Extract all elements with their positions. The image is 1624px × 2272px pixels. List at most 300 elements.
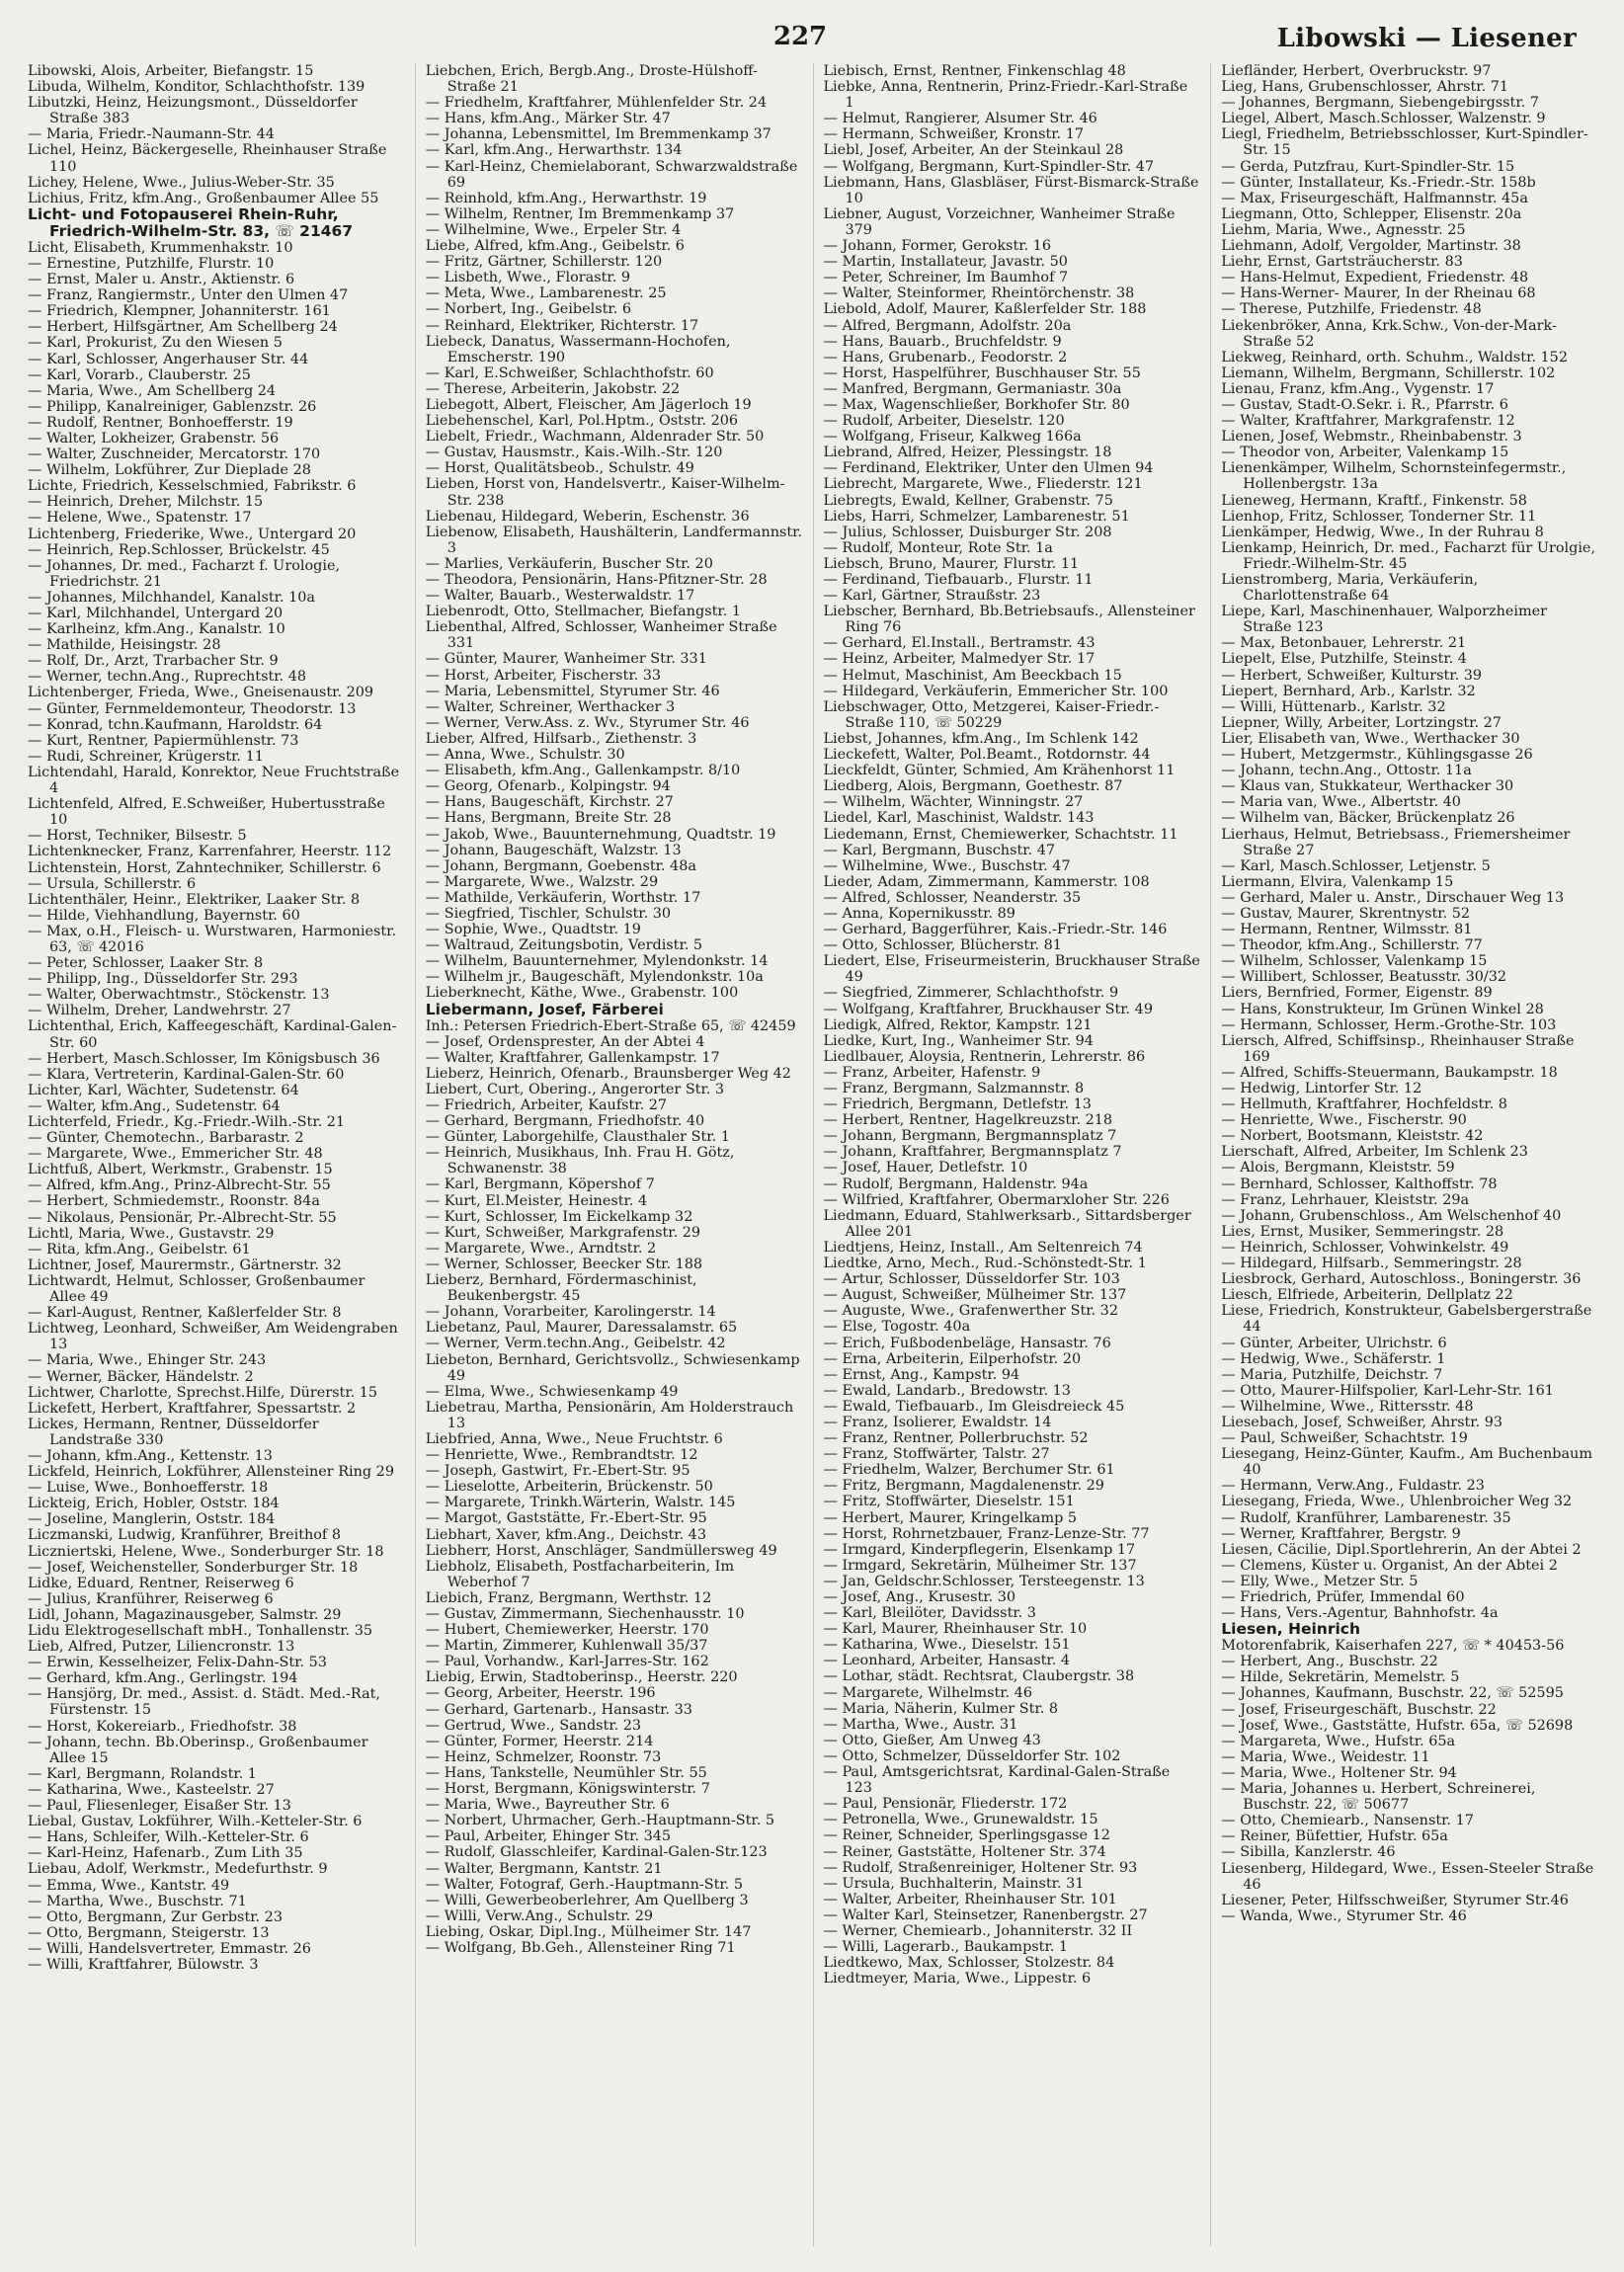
directory-entry: — Franz, Lehrhauer, Kleiststr. 29a: [1221, 1191, 1470, 1208]
directory-entry: — Ernestine, Putzhilfe, Flurstr. 10: [28, 255, 275, 272]
directory-entry: — Josef, Wwe., Gaststätte, Hufstr. 65a, ☏ 52698: [1221, 1717, 1574, 1734]
directory-entry: — August, Schweißer, Mülheimer Str. 137: [823, 1287, 1127, 1304]
directory-entry: Liefländer, Herbert, Overbruckstr. 97: [1221, 63, 1492, 79]
directory-entry: — Siegfried, Zimmerer, Schlachthofstr. 9: [823, 985, 1119, 1002]
directory-entry: — Margarete, Wilhelmstr. 46: [823, 1684, 1032, 1701]
directory-entry: Lichius, Fritz, kfm.Ang., Großenbaumer Allee 55: [28, 190, 379, 206]
directory-entry: Liedlbauer, Aloysia, Rentnerin, Lehrerstr. 86: [823, 1048, 1146, 1065]
directory-entry: Lieben, Horst von, Handelsvertr., Kaiser-Wilhelm-Str. 238: [425, 476, 785, 509]
directory-entry: — Otto, Schmelzer, Düsseldorfer Str. 102: [823, 1747, 1121, 1764]
directory-entry: — Walter, Lokheizer, Grabenstr. 56: [28, 430, 280, 446]
column-2: [426, 63, 803, 2246]
directory-entry: — Paul, Arbeiter, Ehinger Str. 345: [425, 1828, 672, 1845]
directory-entry: — Clemens, Küster u. Organist, An der Abtei 2: [1221, 1557, 1558, 1574]
directory-entry: — Johann, techn.Ang., Ottostr. 11a: [1221, 763, 1472, 779]
directory-entry: — Peter, Schreiner, Im Baumhof 7: [823, 270, 1069, 286]
directory-entry: — Herbert, Rentner, Hagelkreuzstr. 218: [823, 1112, 1113, 1129]
directory-entry: Lierschaft, Alfred, Arbeiter, Im Schlenk 23: [1221, 1144, 1528, 1161]
directory-entry: — Julius, Kranführer, Reiserweg 6: [28, 1590, 274, 1607]
directory-entry: — Jakob, Wwe., Bauunternehmung, Quadtstr. 19: [425, 826, 776, 843]
directory-entry: Liebeck, Danatus, Wassermann-Hochofen, Emscherstr. 190: [425, 333, 731, 365]
directory-entry: — Rudolf, Monteur, Rote Str. 1a: [823, 539, 1053, 556]
directory-entry: Liebetrau, Martha, Pensionärin, Am Holderstrauch 13: [425, 1399, 794, 1431]
directory-entry: — Hellmuth, Kraftfahrer, Hochfeldstr. 8: [1221, 1096, 1507, 1113]
directory-entry: — Herbert, Ang., Buschstr. 22: [1221, 1654, 1438, 1670]
directory-entry: Liegmann, Otto, Schlepper, Elisenstr. 20a: [1221, 205, 1522, 222]
directory-entry: — Hubert, Chemiewerker, Heerstr. 170: [425, 1622, 709, 1639]
directory-entry: — Hans-Werner- Maurer, In der Rheinau 68: [1221, 285, 1536, 302]
directory-entry: — Fritz, Stoffwärter, Dieselstr. 151: [823, 1494, 1075, 1510]
directory-entry: — Willi, Lagerarb., Baukampstr. 1: [823, 1939, 1069, 1956]
directory-entry: — Maria, Lebensmittel, Styrumer Str. 46: [425, 683, 720, 699]
directory-entry: Liesegang, Frieda, Wwe., Uhlenbroicher Weg 32: [1221, 1494, 1573, 1510]
directory-entry: Lichterfeld, Friedr., Kg.-Friedr.-Wilh.-Str. 21: [28, 1114, 346, 1130]
directory-entry: Lichter, Karl, Wächter, Sudetenstr. 64: [28, 1082, 299, 1098]
directory-entry: Liebchen, Erich, Bergb.Ang., Droste-Hülshoff-Straße 21: [425, 63, 758, 96]
directory-entry: — Otto, Maurer-Hilfspolier, Karl-Lehr-Str. 161: [1221, 1382, 1554, 1399]
directory-entry: — Gerda, Putzfrau, Kurt-Spindler-Str. 15: [1221, 158, 1515, 175]
directory-entry: — Friedhelm, Kraftfahrer, Mühlenfelder Str. 24: [425, 95, 768, 112]
directory-entry: — Johann, Bergmann, Bergmannsplatz 7: [823, 1128, 1117, 1145]
directory-entry: — Katharina, Wwe., Kasteelstr. 27: [28, 1781, 275, 1798]
directory-entry: — Martin, Installateur, Javastr. 50: [823, 254, 1068, 271]
directory-entry: — Peter, Schlosser, Laaker Str. 8: [28, 955, 264, 972]
directory-entry: — Otto, Gießer, Am Unweg 43: [823, 1732, 1041, 1748]
directory-entry: — Wilhelm van, Bäcker, Brückenplatz 26: [1221, 810, 1515, 827]
directory-entry: — Philipp, Ing., Düsseldorfer Str. 293: [28, 971, 298, 988]
directory-entry: — Klara, Vertreterin, Kardinal-Galen-Str. 60: [28, 1066, 345, 1083]
directory-entry: Liebold, Adolf, Maurer, Kaßlerfelder Str. 188: [823, 301, 1147, 318]
page-number: 227: [772, 22, 828, 51]
directory-entry: — Josef, Ang., Krusestr. 30: [823, 1589, 1016, 1605]
directory-entry: Lichtenthäler, Heinr., Elektriker, Laaker Str. 8: [28, 891, 361, 908]
directory-entry: — Horst, Haspelführer, Buschhauser Str. 55: [823, 365, 1141, 381]
directory-entry: — Willi, Gewerbeoberlehrer, Am Quellberg 3: [425, 1892, 749, 1908]
directory-entry: — Karl, E.Schweißer, Schlachthofstr. 60: [425, 365, 714, 381]
directory-entry: — Lisbeth, Wwe., Florastr. 9: [425, 270, 631, 286]
directory-entry: — Elisabeth, kfm.Ang., Gallenkampstr. 8/10: [425, 763, 741, 779]
directory-entry: — Hans, Schleifer, Wilh.-Ketteler-Str. 6: [28, 1829, 309, 1846]
directory-entry: — Kurt, Rentner, Papiermühlenstr. 73: [28, 732, 299, 749]
directory-entry: — Ferdinand, Elektriker, Unter den Ulmen 94: [823, 460, 1154, 477]
directory-entry: — Günter, Installateur, Ks.-Friedr.-Str. 158b: [1221, 174, 1536, 191]
directory-entry: — Maria, Wwe., Weidestr. 11: [1221, 1748, 1430, 1765]
directory-entry: — Martin, Zimmerer, Kuhlenwall 35/37: [425, 1638, 708, 1655]
directory-entry: — Walter, Kraftfahrer, Gallenkampstr. 17: [425, 1049, 720, 1066]
directory-entry: — Hans, kfm.Ang., Märker Str. 47: [425, 111, 671, 127]
directory-entry: — Klaus van, Stukkateur, Werthacker 30: [1221, 778, 1514, 795]
directory-entry: Liepert, Bernhard, Arb., Karlstr. 32: [1221, 683, 1476, 699]
directory-entry: — Mathilde, Verkäuferin, Worthstr. 17: [425, 889, 701, 906]
directory-entry: Liesegang, Heinz-Günter, Kaufm., Am Buchenbaum 40: [1221, 1446, 1592, 1479]
directory-entry: — Wilhelmine, Wwe., Erpeler Str. 4: [425, 221, 682, 238]
directory-entry: — Hubert, Metzgermstr., Kühlingsgasse 26: [1221, 747, 1533, 764]
directory-entry: Lichtner, Josef, Maurermstr., Gärtnerstr. 32: [28, 1257, 342, 1273]
directory-entry: — Ursula, Buchhalterin, Mainstr. 31: [823, 1875, 1085, 1892]
directory-entry: Lichtenstein, Horst, Zahntechniker, Schillerstr. 6: [28, 859, 381, 876]
directory-entry: Lieg, Hans, Grubenschlosser, Ahrstr. 71: [1221, 79, 1509, 96]
running-head: Libowski — Liesener: [1276, 24, 1577, 53]
directory-entry: — Günter, Fernmeldemonteur, Theodorstr. 13: [28, 700, 357, 717]
directory-entry: — Hans, Tankstelle, Neumühler Str. 55: [425, 1764, 707, 1781]
directory-entry: — Auguste, Wwe., Grafenwerther Str. 32: [823, 1303, 1118, 1320]
directory-entry: — Walter, Zuschneider, Mercatorstr. 170: [28, 446, 321, 463]
directory-entry: — Karl, Bergmann, Buschstr. 47: [823, 842, 1056, 858]
directory-entry: — Mathilde, Heisingstr. 28: [28, 637, 221, 654]
directory-entry: — Willi, Handelsvertreter, Emmastr. 26: [28, 1940, 311, 1957]
directory-entry: Liesbrock, Gerhard, Autoschloss., Boningerstr. 36: [1221, 1271, 1582, 1288]
directory-entry: — Maria, Johannes u. Herbert, Schreinerei, Buschstr. 22, ☏ 50677: [1221, 1781, 1536, 1814]
directory-entry: Liehm, Maria, Wwe., Agnesstr. 25: [1221, 221, 1466, 238]
directory-entry: Liesen, Cäcilie, Dipl.Sportlehrerin, An der Abtei 2: [1221, 1541, 1582, 1558]
directory-entry: — Kurt, Schweißer, Markgrafenstr. 29: [425, 1224, 701, 1241]
directory-entry: — Gerhard, El.Install., Bertramstr. 43: [823, 635, 1096, 652]
directory-entry: — Hedwig, Wwe., Schäferstr. 1: [1221, 1350, 1446, 1367]
directory-entry: — Wilhelm, Lokführer, Zur Dieplade 28: [28, 462, 311, 479]
directory-entry: Liebehenschel, Karl, Pol.Hptm., Oststr. 206: [425, 413, 739, 430]
directory-entry: Lichtenfeld, Alfred, E.Schweißer, Hubertusstraße 10: [28, 796, 385, 829]
directory-entry: — Heinrich, Rep.Schlosser, Brückelstr. 45: [28, 541, 330, 558]
directory-entry: — Henriette, Wwe., Rembrandtstr. 12: [425, 1447, 698, 1464]
directory-entry: — Herbert, Masch.Schlosser, Im Königsbusch 36: [28, 1050, 380, 1067]
directory-entry: — Walter Karl, Steinsetzer, Ranenbergstr. 27: [823, 1907, 1148, 1923]
directory-entry: — Horst, Kokereiarb., Friedhofstr. 38: [28, 1718, 297, 1735]
directory-entry: — Siegfried, Tischler, Schulstr. 30: [425, 905, 672, 922]
directory-entry: Liebner, August, Vorzeichner, Wanheimer Straße 379: [823, 205, 1176, 238]
directory-entry: — Reinhold, kfm.Ang., Herwarthstr. 19: [425, 190, 707, 206]
directory-entry: — Helmut, Maschinist, Am Beeckbach 15: [823, 667, 1122, 684]
directory-entry: — Johann, kfm.Ang., Kettenstr. 13: [28, 1447, 273, 1464]
directory-entry: — Franz, Arbeiter, Hafenstr. 9: [823, 1064, 1041, 1081]
directory-entry: — Ernst, Ang., Kampstr. 94: [823, 1366, 1020, 1383]
directory-entry: — Franz, Bergmann, Salzmannstr. 8: [823, 1081, 1085, 1096]
directory-entry: — Josef, Hauer, Detlefstr. 10: [823, 1160, 1028, 1177]
directory-entry: — Werner, techn.Ang., Ruprechtstr. 48: [28, 669, 307, 686]
directory-entry: — Margarete, Trinkh.Wärterin, Walstr. 145: [425, 1495, 736, 1511]
directory-entry: Lier, Elisabeth van, Wwe., Werthacker 30: [1221, 730, 1520, 747]
directory-entry: Liekenbröker, Anna, Krk.Schw., Von-der-Mark-Straße 52: [1221, 317, 1557, 350]
directory-entry: — Max, Wagenschließer, Borkhofer Str. 80: [823, 396, 1130, 413]
directory-entry: — Erwin, Kesselheizer, Felix-Dahn-Str. 53: [28, 1655, 327, 1671]
directory-entry: Liebs, Harri, Schmelzer, Lambarenestr. 51: [823, 508, 1130, 525]
directory-entry: — Hans-Helmut, Expedient, Friedenstr. 48: [1221, 270, 1529, 286]
directory-entry: — Heinrich, Schlosser, Vohwinkelstr. 49: [1221, 1239, 1509, 1256]
directory-entry: — Walter, Kraftfahrer, Markgrafenstr. 12: [1221, 413, 1515, 430]
directory-entry: Liehr, Ernst, Gartsträucherstr. 83: [1221, 254, 1463, 271]
directory-entry: Liedigk, Alfred, Rektor, Kampstr. 121: [823, 1016, 1093, 1033]
directory-entry: Liebrecht, Margarete, Wwe., Fliederstr. 121: [823, 476, 1143, 493]
directory-entry: Lichtenberg, Friederike, Wwe., Untergard 20: [28, 526, 357, 542]
directory-entry: Liegel, Albert, Masch.Schlosser, Walzenstr. 9: [1221, 111, 1546, 127]
directory-entry: — Hans, Bauarb., Bruchfeldstr. 9: [823, 333, 1062, 350]
directory-entry: — Paul, Schweißer, Schachtstr. 19: [1221, 1430, 1468, 1447]
directory-entry: — Franz, Isolierer, Ewaldstr. 14: [823, 1414, 1052, 1430]
directory-entry: — Max, Betonbauer, Lehrerstr. 21: [1221, 635, 1467, 652]
directory-entry: Lichtwer, Charlotte, Sprechst.Hilfe, Dürerstr. 15: [28, 1384, 378, 1401]
directory-entry: — Johann, Bergmann, Goebenstr. 48a: [425, 857, 696, 874]
directory-entry: — Heinz, Schmelzer, Roonstr. 73: [425, 1748, 662, 1765]
directory-entry: — Therese, Putzhilfe, Friedenstr. 48: [1221, 301, 1482, 318]
directory-entry: — Johannes, Dr. med., Facharzt f. Urologie, Friedrichstr. 21: [28, 557, 341, 590]
directory-entry: — Horst, Rohrnetzbauer, Franz-Lenze-Str. 77: [823, 1525, 1150, 1542]
directory-entry: — Johanna, Lebensmittel, Im Bremmenkamp 37: [425, 126, 771, 143]
directory-entry: Liedtjens, Heinz, Install., Am Seltenreich 74: [823, 1239, 1143, 1256]
directory-entry: Libuda, Wilhelm, Konditor, Schlachthofstr. 139: [28, 79, 365, 96]
directory-entry: — Johann, Former, Gerokstr. 16: [823, 238, 1051, 255]
directory-entry: — Karl, Vorarb., Clauberstr. 25: [28, 366, 251, 383]
directory-entry: Liegl, Friedhelm, Betriebsschlosser, Kurt-Spindler-Str. 15: [1221, 126, 1588, 159]
directory-entry: — Max, Friseurgeschäft, Halfmannstr. 45a: [1221, 190, 1528, 206]
directory-entry: — Gerhard, kfm.Ang., Gerlingstr. 194: [28, 1670, 298, 1687]
directory-entry: — Johann, Grubenschloss., Am Welschenhof 40: [1221, 1207, 1562, 1224]
directory-entry: — Wolfgang, Kraftfahrer, Bruckhauser Str. 49: [823, 1001, 1153, 1017]
directory-entry: Lieckefett, Walter, Pol.Beamt., Rotdornstr. 44: [823, 747, 1151, 764]
directory-entry: — Fritz, Bergmann, Magdalenenstr. 29: [823, 1478, 1104, 1495]
directory-entry: — Rita, kfm.Ang., Geibelstr. 61: [28, 1241, 251, 1258]
directory-entry: — Georg, Ofenarb., Kolpingstr. 94: [425, 778, 671, 795]
column-divider: [813, 63, 814, 2246]
directory-entry: — Franz, Stoffwärter, Talstr. 27: [823, 1446, 1050, 1463]
directory-entry: Liebrand, Alfred, Heizer, Plessingstr. 18: [823, 445, 1112, 461]
column-4: [1221, 63, 1598, 2246]
directory-entry: — Alois, Bergmann, Kleiststr. 59: [1221, 1160, 1455, 1177]
directory-entry: Liebfried, Anna, Wwe., Neue Fruchtstr. 6: [425, 1430, 723, 1447]
directory-entry: Lienenkämper, Wilhelm, Schornsteinfegermstr., Hollenbergstr. 13a: [1221, 460, 1567, 493]
directory-entry: — Heinrich, Musikhaus, Inh. Frau H. Götz, Schwanenstr. 38: [425, 1145, 735, 1177]
directory-entry: Lieberz, Bernhard, Fördermaschinist, Beukenbergstr. 45: [425, 1272, 697, 1305]
directory-entry: Liebhart, Xaver, kfm.Ang., Deichstr. 43: [425, 1526, 706, 1543]
directory-entry: — Horst, Arbeiter, Fischerstr. 33: [425, 667, 662, 684]
directory-entry: — Werner, Verm.techn.Ang., Geibelstr. 42: [425, 1336, 726, 1352]
directory-entry: — Friedrich, Prüfer, Immendal 60: [1221, 1589, 1465, 1605]
directory-entry: — Hermann, Schlosser, Herm.-Grothe-Str. 103: [1221, 1016, 1557, 1033]
directory-entry: — Ewald, Landarb., Bredowstr. 13: [823, 1382, 1071, 1399]
directory-entry: — Erna, Arbeiterin, Eilperhofstr. 20: [823, 1350, 1082, 1367]
directory-entry: — Elma, Wwe., Schwiesenkamp 49: [425, 1383, 679, 1400]
directory-entry: — Reiner, Gaststätte, Holtener Str. 374: [823, 1843, 1106, 1860]
directory-entry: Liehmann, Adolf, Vergolder, Martinstr. 38: [1221, 238, 1521, 255]
directory-entry: — Alfred, kfm.Ang., Prinz-Albrecht-Str. 55: [28, 1177, 331, 1194]
directory-entry: — Jan, Geldschr.Schlosser, Tersteegenstr. 13: [823, 1573, 1145, 1589]
directory-entry: — Werner, Bäcker, Händelstr. 2: [28, 1368, 254, 1385]
directory-entry: Lichtenthal, Erich, Kaffeegeschäft, Kardinal-Galen-Str. 60: [28, 1018, 397, 1051]
directory-entry: — Walter, Fotograf, Gerh.-Hauptmann-Str. 5: [425, 1876, 743, 1893]
directory-entry: — Lieselotte, Arbeiterin, Brückenstr. 50: [425, 1479, 713, 1496]
business-entry: Liesen, Heinrich: [1221, 1620, 1361, 1639]
directory-entry: — Hildegard, Verkäuferin, Emmericher Str. 100: [823, 683, 1169, 699]
directory-entry: — Margarete, Wwe., Arndtstr. 2: [425, 1240, 657, 1257]
directory-entry: Lickteig, Erich, Hobler, Oststr. 184: [28, 1496, 280, 1512]
directory-entry: Liesebach, Josef, Schweißer, Ahrstr. 93: [1221, 1414, 1503, 1430]
directory-entry: — Else, Togostr. 40a: [823, 1319, 971, 1336]
directory-entry: Liebegott, Albert, Fleischer, Am Jägerloch 19: [425, 396, 752, 413]
directory-entry: — Petronella, Wwe., Grunewaldstr. 15: [823, 1812, 1098, 1828]
directory-entry: — Manfred, Bergmann, Germaniastr. 30a: [823, 380, 1122, 397]
directory-entry: — Günter, Arbeiter, Ulrichstr. 6: [1221, 1335, 1447, 1351]
directory-entry: — Wilhelm, Wächter, Winningstr. 27: [823, 794, 1084, 811]
directory-entry: — Karl, Gärtner, Straußstr. 23: [823, 588, 1041, 605]
directory-entry: — Karl-August, Rentner, Kaßlerfelder Str. 8: [28, 1305, 342, 1322]
directory-entry: — Nikolaus, Pensionär, Pr.-Albrecht-Str. 55: [28, 1209, 337, 1226]
directory-entry: — Joseline, Manglerin, Oststr. 184: [28, 1511, 276, 1528]
business-entry: Licht- und Fotopauserei Rhein-Ruhr, Friedrich-Wilhelm-Str. 83, ☏ 21467: [28, 204, 354, 240]
directory-entry: Liepelt, Else, Putzhilfe, Steinstr. 4: [1221, 651, 1467, 668]
directory-entry: — Gustav, Maurer, Skrentnystr. 52: [1221, 905, 1471, 922]
business-entry: Liebermann, Josef, Färberei: [425, 1000, 664, 1018]
directory-entry: — Herbert, Schmiedemstr., Roonstr. 84a: [28, 1193, 320, 1210]
directory-entry: Liese, Friedrich, Konstrukteur, Gabelsbergerstraße 44: [1221, 1303, 1592, 1336]
directory-entry: — Paul, Fliesenleger, Eisaßer Str. 13: [28, 1798, 291, 1815]
directory-entry: Liedert, Else, Friseurmeisterin, Bruckhauser Straße 49: [823, 953, 1200, 986]
directory-entry: Lierhaus, Helmut, Betriebsass., Friemersheimer Straße 27: [1221, 826, 1571, 858]
directory-entry: — Gerhard, Gartenarb., Hansastr. 33: [425, 1701, 692, 1718]
directory-entry: — Wilhelm jr., Baugeschäft, Mylendonkstr. 10a: [425, 969, 764, 986]
directory-entry: — Irmgard, Kinderpflegerin, Elsenkamp 17: [823, 1541, 1136, 1558]
directory-entry: — Maria, Putzhilfe, Deichstr. 7: [1221, 1366, 1443, 1383]
directory-entry: — Herbert, Hilfsgärtner, Am Schellberg 24: [28, 319, 338, 336]
directory-entry: Lichey, Helene, Wwe., Julius-Weber-Str. 35: [28, 174, 335, 191]
directory-entry: — Artur, Schlosser, Düsseldorfer Str. 103: [823, 1271, 1120, 1288]
directory-entry: Liepe, Karl, Maschinenhauer, Walporzheimer Straße 123: [1221, 604, 1548, 636]
directory-entry: — Horst, Techniker, Bilsestr. 5: [28, 828, 247, 845]
directory-entry: Lienau, Franz, kfm.Ang., Vygenstr. 17: [1221, 380, 1495, 397]
directory-entry: — Ewald, Tiefbauarb., Im Gleisdreieck 45: [823, 1398, 1125, 1415]
directory-entry: Liebsch, Bruno, Maurer, Flurstr. 11: [823, 555, 1080, 572]
directory-entry: — Kurt, El.Meister, Heinestr. 4: [425, 1192, 648, 1209]
directory-entry: — Johannes, Kaufmann, Buschstr. 22, ☏ 52595: [1221, 1685, 1564, 1702]
directory-entry: — Wilhelmine, Wwe., Rittersstr. 48: [1221, 1398, 1474, 1415]
directory-entry: — Karl, Prokurist, Zu den Wiesen 5: [28, 335, 283, 352]
directory-entry: Lichtwardt, Helmut, Schlosser, Großenbaumer Allee 49: [28, 1272, 365, 1306]
directory-entry: — Wolfgang, Bb.Geh., Allensteiner Ring 71: [425, 1939, 736, 1956]
directory-entry: Motorenfabrik, Kaiserhafen 227, ☏ * 40453-56: [1221, 1638, 1565, 1655]
directory-entry: — Willibert, Schlosser, Beatusstr. 30/32: [1221, 969, 1507, 986]
directory-entry: — Norbert, Uhrmacher, Gerh.-Hauptmann-Str. 5: [425, 1813, 775, 1829]
directory-entry: — Rudolf, Rentner, Bonhoefferstr. 19: [28, 414, 293, 431]
directory-entry: Lidke, Eduard, Rentner, Reiserweg 6: [28, 1575, 294, 1591]
directory-entry: — Friedrich, Arbeiter, Kaufstr. 27: [425, 1097, 668, 1113]
directory-entry: — Gustav, Stadt-O.Sekr. i. R., Pfarrstr. 6: [1221, 396, 1508, 413]
directory-entry: Liebenthal, Alfred, Schlosser, Wanheimer Straße 331: [425, 619, 777, 652]
directory-entry: — Sibilla, Kanzlerstr. 46: [1221, 1844, 1396, 1861]
directory-entry: — Gertrud, Wwe., Sandstr. 23: [425, 1717, 642, 1734]
directory-entry: Liesch, Elfriede, Arbeiterin, Dellplatz 22: [1221, 1287, 1513, 1304]
directory-entry: — Irmgard, Sekretärin, Mülheimer Str. 137: [823, 1557, 1137, 1574]
directory-entry: — Hildegard, Hilfsarb., Semmeringstr. 28: [1221, 1256, 1522, 1272]
directory-entry: — Georg, Arbeiter, Heerstr. 196: [425, 1685, 656, 1702]
directory-entry: — Rudi, Schreiner, Krügerstr. 11: [28, 748, 264, 765]
directory-entry: Lidu Elektrogesellschaft mbH., Tonhallenstr. 35: [28, 1623, 372, 1639]
directory-entry: — Johann, Kraftfahrer, Bergmannsplatz 7: [823, 1144, 1122, 1161]
directory-entry: Lieberz, Heinrich, Ofenarb., Braunsberger Weg 42: [425, 1065, 791, 1082]
column-1: [28, 63, 405, 2246]
directory-entry: — Ernst, Maler u. Anstr., Aktienstr. 6: [28, 272, 295, 288]
directory-entry: Liedel, Karl, Maschinist, Waldstr. 143: [823, 810, 1095, 827]
directory-entry: — Margarete, Wwe., Walzstr. 29: [425, 873, 659, 890]
directory-entry: — Karl, kfm.Ang., Herwarthstr. 134: [425, 142, 683, 159]
directory-entry: Lidl, Johann, Magazinausgeber, Salmstr. 29: [28, 1606, 342, 1623]
directory-entry: — Johann, Vorarbeiter, Karolingerstr. 14: [425, 1304, 716, 1321]
directory-entry: — Hermann, Schweißer, Kronstr. 17: [823, 126, 1085, 143]
directory-entry: Liebherr, Horst, Anschläger, Sandmüllersweg 49: [425, 1542, 777, 1559]
directory-entry: — Maria, Wwe., Ehinger Str. 243: [28, 1352, 267, 1369]
directory-entry: — Josef, Weichensteller, Sonderburger Str. 18: [28, 1559, 359, 1576]
directory-entry: Liebig, Erwin, Stadtoberinsp., Heerstr. 220: [425, 1669, 738, 1686]
directory-entry: Lichtenberger, Frieda, Wwe., Gneisenaustr. 209: [28, 685, 374, 701]
directory-entry: — Heinrich, Dreher, Milchstr. 15: [28, 494, 264, 511]
directory-entry: Lichte, Friedrich, Kesselschmied, Fabrikstr. 6: [28, 478, 357, 495]
directory-entry: — Margarete, Wwe., Emmericher Str. 48: [28, 1146, 323, 1163]
directory-entry: — Günter, Former, Heerstr. 214: [425, 1733, 654, 1749]
directory-entry: Lieberknecht, Käthe, Wwe., Grabenstr. 100: [425, 985, 739, 1002]
directory-entry: — Hansjörg, Dr. med., Assist. d. Städt. Med.-Rat, Fürstenstr. 15: [28, 1686, 381, 1719]
directory-entry: — Willi, Hüttenarb., Karlstr. 32: [1221, 698, 1446, 715]
directory-entry: — Walter, kfm.Ang., Sudetenstr. 64: [28, 1097, 281, 1114]
directory-entry: — Wilhelm, Bauunternehmer, Mylendonkstr. 14: [425, 953, 769, 970]
directory-entry: Lieder, Adam, Zimmermann, Kammerstr. 108: [823, 873, 1150, 890]
directory-entry: — Gustav, Hausmstr., Kais.-Wilh.-Str. 120: [425, 445, 723, 461]
directory-entry: — Norbert, Bootsmann, Kleiststr. 42: [1221, 1128, 1484, 1145]
directory-entry: — Ursula, Schillerstr. 6: [28, 875, 197, 892]
directory-entry: — Gerhard, Bergmann, Friedhofstr. 40: [425, 1113, 705, 1130]
directory-entry: — Rudolf, Glasschleifer, Kardinal-Galen-Str.123: [425, 1844, 768, 1861]
directory-entry: — Helene, Wwe., Spatenstr. 17: [28, 510, 252, 527]
directory-entry: — Herbert, Schweißer, Kulturstr. 39: [1221, 667, 1483, 684]
directory-entry: Lickfeld, Heinrich, Lokführer, Allensteiner Ring 29: [28, 1464, 394, 1481]
directory-entry: — Johann, techn. Bb.Oberinsp., Großenbaumer Allee 15: [28, 1734, 368, 1766]
directory-entry: — Theodor, kfm.Ang., Schillerstr. 77: [1221, 937, 1483, 954]
directory-entry: Liers, Bernfried, Former, Eigenstr. 89: [1221, 985, 1493, 1002]
directory-entry: — Friedhelm, Walzer, Berchumer Str. 61: [823, 1462, 1115, 1479]
directory-entry: — Franz, Rangiermstr., Unter den Ulmen 47: [28, 287, 349, 304]
directory-entry: — Karl-Heinz, Hafenarb., Zum Lith 35: [28, 1845, 303, 1862]
directory-entry: — Walter, Oberwachtmstr., Stöckenstr. 13: [28, 987, 330, 1004]
directory-entry: — Maria, Näherin, Kulmer Str. 8: [823, 1700, 1059, 1717]
directory-entry: Lienkamp, Heinrich, Dr. med., Facharzt für Urolgie, Friedr.-Wilhelm-Str. 45: [1221, 539, 1596, 572]
directory-entry: Liebich, Franz, Bergmann, Werthstr. 12: [425, 1589, 712, 1606]
directory-entry: — Hilde, Sekretärin, Memelstr. 5: [1221, 1669, 1460, 1686]
directory-entry: — Helmut, Rangierer, Alsumer Str. 46: [823, 111, 1097, 127]
directory-entry: — Maria, Wwe., Bayreuther Str. 6: [425, 1797, 670, 1814]
directory-entry: — Willi, Kraftfahrer, Bülowstr. 3: [28, 1956, 259, 1973]
directory-entry: — Wolfgang, Friseur, Kalkweg 166a: [823, 429, 1082, 446]
directory-entry: — Walter, Bergmann, Kantstr. 21: [425, 1860, 663, 1877]
directory-entry: — Günter, Chemotechn., Barbarastr. 2: [28, 1130, 304, 1147]
directory-entry: — Walter, Schreiner, Werthacker 3: [425, 698, 676, 715]
directory-entry: Lieckfeldt, Günter, Schmied, Am Krähenhorst 11: [823, 763, 1176, 779]
directory-entry: Lieneweg, Hermann, Kraftf., Finkenstr. 58: [1221, 492, 1527, 509]
directory-entry: — Karl, Maurer, Rheinhauser Str. 10: [823, 1621, 1088, 1638]
directory-entry: — Reiner, Schneider, Sperlingsgasse 12: [823, 1827, 1110, 1844]
directory-entry: — Emma, Wwe., Kantstr. 49: [28, 1877, 230, 1894]
directory-entry: — Wilhelm, Rentner, Im Bremmenkamp 37: [425, 205, 735, 222]
column-divider: [1210, 63, 1211, 2246]
directory-entry: Liebst, Johannes, kfm.Ang., Im Schlenk 142: [823, 730, 1139, 747]
directory-entry: Liczniertski, Helene, Wwe., Sonderburger Str. 18: [28, 1543, 384, 1560]
directory-entry: — Friedrich, Bergmann, Detlefstr. 13: [823, 1096, 1092, 1113]
directory-entry: Lichtfuß, Albert, Werkmstr., Grabenstr. 15: [28, 1162, 333, 1178]
directory-entry: — Erich, Fußbodenbeläge, Hansastr. 76: [823, 1335, 1111, 1351]
directory-entry: — Karl-Heinz, Chemielaborant, Schwarzwaldstraße 69: [425, 158, 798, 191]
directory-entry: Lieber, Alfred, Hilfsarb., Ziethenstr. 3: [425, 730, 697, 747]
directory-entry: — Wilhelmine, Wwe., Buschstr. 47: [823, 857, 1071, 874]
directory-entry: — Johannes, Milchhandel, Kanalstr. 10a: [28, 589, 315, 606]
directory-entry: — Rudolf, Bergmann, Haldenstr. 94a: [823, 1176, 1089, 1192]
directory-entry: — Anna, Kopernikusstr. 89: [823, 905, 1015, 922]
directory-entry: — Horst, Bergmann, Königswinterstr. 7: [425, 1781, 710, 1798]
directory-entry: — Fritz, Gärtner, Schillerstr. 120: [425, 254, 663, 271]
directory-entry: Lichtendahl, Harald, Konrektor, Neue Fruchtstraße 4: [28, 764, 400, 797]
